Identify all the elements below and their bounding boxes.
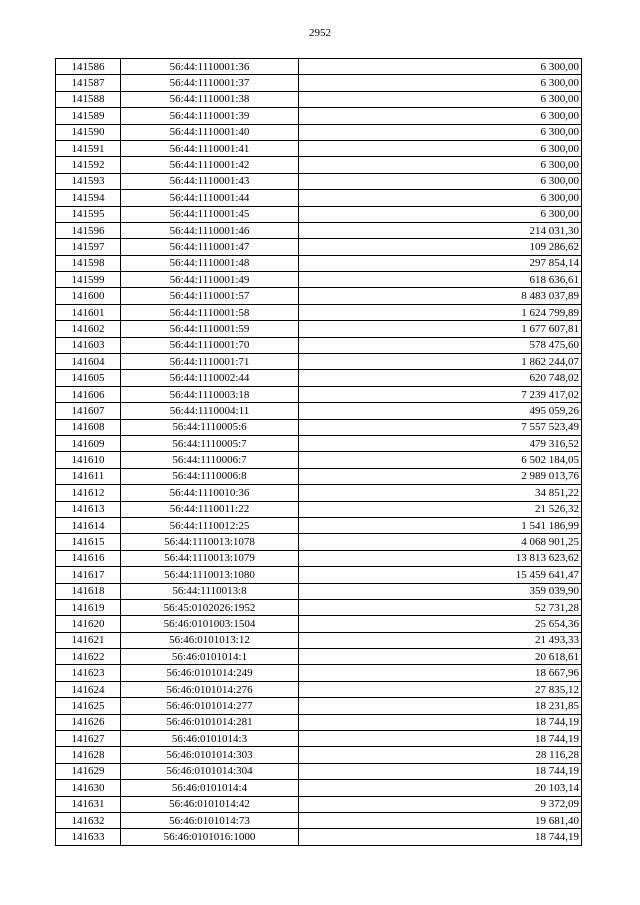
cadastral-number-cell: 56:44:1110012:25 [121, 517, 299, 533]
row-number-cell: 141594 [56, 190, 121, 206]
cadastral-value-cell: 495 059,26 [299, 403, 582, 419]
row-number-cell: 141587 [56, 75, 121, 91]
cadastral-number-cell: 56:46:0101014:303 [121, 747, 299, 763]
row-number-cell: 141615 [56, 534, 121, 550]
cadastral-value-cell: 297 854,14 [299, 255, 582, 271]
table-row [56, 337, 582, 353]
table-row [56, 190, 582, 206]
row-number-cell: 141625 [56, 698, 121, 714]
table-row [56, 91, 582, 107]
row-number-cell: 141622 [56, 649, 121, 665]
table-row [56, 812, 582, 828]
row-number-cell: 141590 [56, 124, 121, 140]
table-row [56, 796, 582, 812]
cadastral-number-cell: 56:46:0101014:1 [121, 649, 299, 665]
row-number-cell: 141631 [56, 796, 121, 812]
cadastral-number-cell: 56:44:1110011:22 [121, 501, 299, 517]
table-row [56, 75, 582, 91]
cadastral-value-cell: 6 300,00 [299, 190, 582, 206]
table-row [56, 485, 582, 501]
cadastral-number-cell: 56:45:0102026:1952 [121, 599, 299, 615]
table-row [56, 157, 582, 173]
row-number-cell: 141600 [56, 288, 121, 304]
row-number-cell: 141612 [56, 485, 121, 501]
cadastral-number-cell: 56:44:1110001:70 [121, 337, 299, 353]
row-number-cell: 141616 [56, 550, 121, 566]
table-row [56, 255, 582, 271]
page-number: 2952 [309, 27, 331, 39]
table-row [56, 649, 582, 665]
row-number-cell: 141599 [56, 272, 121, 288]
cadastral-value-cell: 214 031,30 [299, 222, 582, 238]
table-row [56, 288, 582, 304]
table-row [56, 714, 582, 730]
row-number-cell: 141592 [56, 157, 121, 173]
row-number-cell: 141632 [56, 812, 121, 828]
cadastral-number-cell: 56:44:1110005:6 [121, 419, 299, 435]
table-row [56, 763, 582, 779]
cadastral-number-cell: 56:44:1110001:36 [121, 59, 299, 75]
cadastral-value-cell: 1 541 186,99 [299, 517, 582, 533]
cadastral-value-cell: 18 744,19 [299, 714, 582, 730]
table-row [56, 124, 582, 140]
cadastral-number-cell: 56:44:1110006:8 [121, 468, 299, 484]
cadastral-number-cell: 56:46:0101014:4 [121, 780, 299, 796]
table-row [56, 534, 582, 550]
row-number-cell: 141606 [56, 386, 121, 402]
row-number-cell: 141596 [56, 222, 121, 238]
table-row [56, 698, 582, 714]
row-number-cell: 141613 [56, 501, 121, 517]
cadastral-number-cell: 56:44:1110001:41 [121, 140, 299, 156]
row-number-cell: 141626 [56, 714, 121, 730]
row-number-cell: 141623 [56, 665, 121, 681]
row-number-cell: 141609 [56, 435, 121, 451]
cadastral-number-cell: 56:46:0101016:1000 [121, 829, 299, 845]
cadastral-value-cell: 6 300,00 [299, 124, 582, 140]
cadastral-number-cell: 56:46:0101014:249 [121, 665, 299, 681]
cadastral-value-cell: 6 300,00 [299, 173, 582, 189]
table-row [56, 517, 582, 533]
row-number-cell: 141630 [56, 780, 121, 796]
cadastral-value-cell: 19 681,40 [299, 812, 582, 828]
cadastral-number-cell: 56:44:1110001:71 [121, 354, 299, 370]
cadastral-number-cell: 56:44:1110001:57 [121, 288, 299, 304]
row-number-cell: 141621 [56, 632, 121, 648]
cadastral-number-cell: 56:44:1110001:37 [121, 75, 299, 91]
cadastral-number-cell: 56:46:0101014:281 [121, 714, 299, 730]
cadastral-number-cell: 56:44:1110001:59 [121, 321, 299, 337]
row-number-cell: 141602 [56, 321, 121, 337]
cadastral-number-cell: 56:44:1110001:38 [121, 91, 299, 107]
cadastral-value-cell: 479 316,52 [299, 435, 582, 451]
cadastral-number-cell: 56:44:1110001:39 [121, 108, 299, 124]
cadastral-value-cell: 1 624 799,89 [299, 304, 582, 320]
cadastral-number-cell: 56:46:0101014:276 [121, 681, 299, 697]
row-number-cell: 141605 [56, 370, 121, 386]
table-row [56, 435, 582, 451]
cadastral-value-cell: 578 475,60 [299, 337, 582, 353]
cadastral-number-cell: 56:44:1110001:42 [121, 157, 299, 173]
cadastral-value-cell: 18 744,19 [299, 731, 582, 747]
cadastral-number-cell: 56:44:1110004:11 [121, 403, 299, 419]
cadastral-value-cell: 2 989 013,76 [299, 468, 582, 484]
cadastral-value-cell: 20 103,14 [299, 780, 582, 796]
cadastral-number-cell: 56:44:1110013:8 [121, 583, 299, 599]
cadastral-value-cell: 618 636,61 [299, 272, 582, 288]
cadastral-number-cell: 56:44:1110001:44 [121, 190, 299, 206]
table-row [56, 272, 582, 288]
cadastral-number-cell: 56:44:1110002:44 [121, 370, 299, 386]
row-number-cell: 141618 [56, 583, 121, 599]
cadastral-number-cell: 56:46:0101003:1504 [121, 616, 299, 632]
row-number-cell: 141619 [56, 599, 121, 615]
row-number-cell: 141597 [56, 239, 121, 255]
row-number-cell: 141628 [56, 747, 121, 763]
row-number-cell: 141610 [56, 452, 121, 468]
table-row [56, 222, 582, 238]
cadastral-value-cell: 18 231,85 [299, 698, 582, 714]
table-row [56, 681, 582, 697]
table-row [56, 632, 582, 648]
row-number-cell: 141591 [56, 140, 121, 156]
table-row [56, 747, 582, 763]
cadastral-number-cell: 56:46:0101014:304 [121, 763, 299, 779]
cadastral-value-cell: 8 483 037,89 [299, 288, 582, 304]
cadastral-number-cell: 56:44:1110013:1080 [121, 567, 299, 583]
row-number-cell: 141614 [56, 517, 121, 533]
cadastral-number-cell: 56:46:0101014:3 [121, 731, 299, 747]
table-row [56, 550, 582, 566]
table-row [56, 567, 582, 583]
cadastral-number-cell: 56:44:1110010:36 [121, 485, 299, 501]
cadastral-value-cell: 21 526,32 [299, 501, 582, 517]
row-number-cell: 141604 [56, 354, 121, 370]
cadastral-value-cell: 18 744,19 [299, 763, 582, 779]
cadastral-number-cell: 56:44:1110005:7 [121, 435, 299, 451]
cadastral-number-cell: 56:44:1110003:18 [121, 386, 299, 402]
table-row [56, 386, 582, 402]
cadastral-value-cell: 27 835,12 [299, 681, 582, 697]
cadastral-value-cell: 6 300,00 [299, 91, 582, 107]
row-number-cell: 141629 [56, 763, 121, 779]
cadastral-value-table [55, 58, 582, 846]
cadastral-number-cell: 56:44:1110001:40 [121, 124, 299, 140]
row-number-cell: 141620 [56, 616, 121, 632]
cadastral-value-cell: 109 286,62 [299, 239, 582, 255]
table-row [56, 501, 582, 517]
row-number-cell: 141608 [56, 419, 121, 435]
table-row [56, 354, 582, 370]
row-number-cell: 141603 [56, 337, 121, 353]
row-number-cell: 141607 [56, 403, 121, 419]
row-number-cell: 141589 [56, 108, 121, 124]
row-number-cell: 141595 [56, 206, 121, 222]
table-row [56, 108, 582, 124]
cadastral-number-cell: 56:46:0101014:42 [121, 796, 299, 812]
table-row [56, 321, 582, 337]
cadastral-value-cell: 28 116,28 [299, 747, 582, 763]
cadastral-value-cell: 25 654,36 [299, 616, 582, 632]
cadastral-value-cell: 4 068 901,25 [299, 534, 582, 550]
cadastral-value-cell: 52 731,28 [299, 599, 582, 615]
cadastral-value-cell: 1 862 244,07 [299, 354, 582, 370]
table-row [56, 583, 582, 599]
cadastral-number-cell: 56:46:0101014:277 [121, 698, 299, 714]
row-number-cell: 141598 [56, 255, 121, 271]
cadastral-number-cell: 56:44:1110001:46 [121, 222, 299, 238]
table-body [56, 59, 582, 846]
table-row [56, 370, 582, 386]
cadastral-value-cell: 7 239 417,02 [299, 386, 582, 402]
table-row [56, 665, 582, 681]
table-row [56, 403, 582, 419]
cadastral-number-cell: 56:44:1110001:49 [121, 272, 299, 288]
cadastral-number-cell: 56:44:1110001:48 [121, 255, 299, 271]
cadastral-value-cell: 7 557 523,49 [299, 419, 582, 435]
cadastral-value-cell: 620 748,02 [299, 370, 582, 386]
cadastral-value-cell: 15 459 641,47 [299, 567, 582, 583]
cadastral-value-cell: 18 667,96 [299, 665, 582, 681]
table-row [56, 780, 582, 796]
table-row [56, 599, 582, 615]
row-number-cell: 141588 [56, 91, 121, 107]
cadastral-value-cell: 13 813 623,62 [299, 550, 582, 566]
table-row [56, 304, 582, 320]
table-row [56, 239, 582, 255]
table-row [56, 206, 582, 222]
table-row [56, 173, 582, 189]
row-number-cell: 141611 [56, 468, 121, 484]
cadastral-value-cell: 20 618,61 [299, 649, 582, 665]
table-row [56, 468, 582, 484]
cadastral-value-cell: 6 300,00 [299, 59, 582, 75]
cadastral-value-cell: 34 851,22 [299, 485, 582, 501]
cadastral-value-cell: 359 039,90 [299, 583, 582, 599]
cadastral-value-cell: 6 300,00 [299, 157, 582, 173]
cadastral-number-cell: 56:44:1110001:58 [121, 304, 299, 320]
row-number-cell: 141586 [56, 59, 121, 75]
row-number-cell: 141624 [56, 681, 121, 697]
row-number-cell: 141627 [56, 731, 121, 747]
table-row [56, 616, 582, 632]
cadastral-number-cell: 56:44:1110006:7 [121, 452, 299, 468]
cadastral-value-cell: 1 677 607,81 [299, 321, 582, 337]
row-number-cell: 141601 [56, 304, 121, 320]
cadastral-number-cell: 56:44:1110001:47 [121, 239, 299, 255]
table-row [56, 731, 582, 747]
row-number-cell: 141617 [56, 567, 121, 583]
table-row [56, 59, 582, 75]
cadastral-value-cell: 21 493,33 [299, 632, 582, 648]
cadastral-value-cell: 9 372,09 [299, 796, 582, 812]
table-row [56, 419, 582, 435]
cadastral-value-cell: 18 744,19 [299, 829, 582, 845]
table-row [56, 140, 582, 156]
cadastral-number-cell: 56:46:0101014:73 [121, 812, 299, 828]
cadastral-number-cell: 56:46:0101013:12 [121, 632, 299, 648]
table-row [56, 452, 582, 468]
row-number-cell: 141593 [56, 173, 121, 189]
cadastral-number-cell: 56:44:1110013:1078 [121, 534, 299, 550]
cadastral-number-cell: 56:44:1110001:45 [121, 206, 299, 222]
cadastral-value-cell: 6 300,00 [299, 206, 582, 222]
table-row [56, 829, 582, 845]
cadastral-value-cell: 6 502 184,05 [299, 452, 582, 468]
cadastral-value-cell: 6 300,00 [299, 140, 582, 156]
row-number-cell: 141633 [56, 829, 121, 845]
cadastral-value-cell: 6 300,00 [299, 75, 582, 91]
cadastral-number-cell: 56:44:1110001:43 [121, 173, 299, 189]
cadastral-number-cell: 56:44:1110013:1079 [121, 550, 299, 566]
cadastral-value-cell: 6 300,00 [299, 108, 582, 124]
